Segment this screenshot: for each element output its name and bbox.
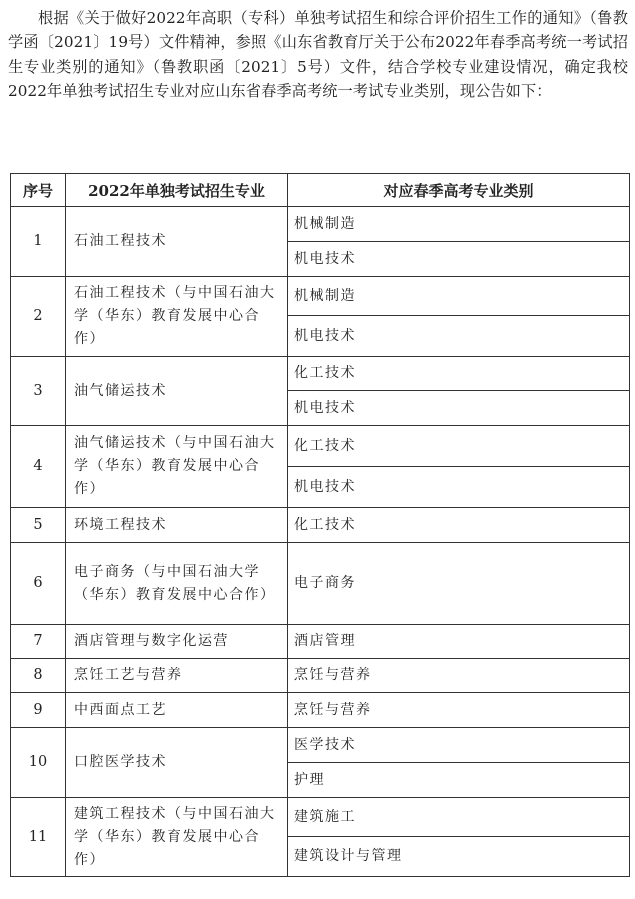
row-major: 酒店管理与数字化运营 (66, 625, 288, 659)
row-category: 机电技术 (288, 391, 630, 426)
row-number: 2 (11, 277, 66, 357)
table-row (11, 207, 630, 242)
row-category: 化工技术 (288, 426, 630, 467)
row-category: 化工技术 (288, 508, 630, 543)
table-row (11, 426, 630, 467)
table-row (11, 508, 630, 543)
row-category: 机械制造 (288, 277, 630, 316)
row-number: 6 (11, 543, 66, 625)
row-major: 环境工程技术 (66, 508, 288, 543)
row-category: 机电技术 (288, 467, 630, 508)
row-category: 烹饪与营养 (288, 693, 630, 728)
row-category: 机电技术 (288, 242, 630, 277)
row-category: 机械制造 (288, 207, 630, 242)
row-number: 5 (11, 508, 66, 543)
header-category: 对应春季高考专业类别 (288, 174, 630, 207)
table-row (11, 728, 630, 763)
row-category: 化工技术 (288, 357, 630, 391)
row-category: 护理 (288, 763, 630, 798)
row-category: 酒店管理 (288, 625, 630, 659)
row-category: 医学技术 (288, 728, 630, 763)
row-major: 建筑工程技术（与中国石油大学（华东）教育发展中心合作） (66, 798, 288, 877)
row-major: 石油工程技术 (66, 207, 288, 277)
row-major: 石油工程技术（与中国石油大学（华东）教育发展中心合作） (66, 277, 288, 357)
row-category: 烹饪与营养 (288, 659, 630, 693)
table-header-row (11, 174, 630, 207)
row-number: 1 (11, 207, 66, 277)
row-number: 8 (11, 659, 66, 693)
header-major: 2022年单独考试招生专业 (66, 174, 288, 207)
table-row (11, 625, 630, 659)
row-major: 油气储运技术（与中国石油大学（华东）教育发展中心合作） (66, 426, 288, 508)
row-major: 口腔医学技术 (66, 728, 288, 798)
row-category: 电子商务 (288, 543, 630, 625)
row-category: 建筑设计与管理 (288, 837, 630, 877)
row-number: 11 (11, 798, 66, 877)
row-number: 4 (11, 426, 66, 508)
table-row (11, 693, 630, 728)
table-row (11, 357, 630, 391)
table-row (11, 659, 630, 693)
row-major: 电子商务（与中国石油大学（华东）教育发展中心合作） (66, 543, 288, 625)
row-number: 9 (11, 693, 66, 728)
header-serial: 序号 (11, 174, 66, 207)
row-major: 中西面点工艺 (66, 693, 288, 728)
row-category: 机电技术 (288, 316, 630, 357)
table-row (11, 277, 630, 316)
row-category: 建筑施工 (288, 798, 630, 837)
row-number: 7 (11, 625, 66, 659)
row-number: 3 (11, 357, 66, 426)
table-row (11, 543, 630, 625)
announcement-paragraph: 根据《关于做好2022年高职（专科）单独考试招生和综合评价招生工作的通知》（鲁教学函〔2021〕19号）文件精神，参照《山东省教育厅关于公布2022年春季高考统一考试招生专业类别的通知》（鲁教职函〔2021〕5号）文件，结合学校专业建设情况，确定我校2022年单独考试招生专业对应山东省春季高考统一考试专业类别，现公告如下： (8, 9, 628, 101)
row-number: 10 (11, 728, 66, 798)
major-category-table (10, 173, 630, 877)
table-row (11, 798, 630, 837)
row-major: 烹饪工艺与营养 (66, 659, 288, 693)
row-major: 油气储运技术 (66, 357, 288, 426)
